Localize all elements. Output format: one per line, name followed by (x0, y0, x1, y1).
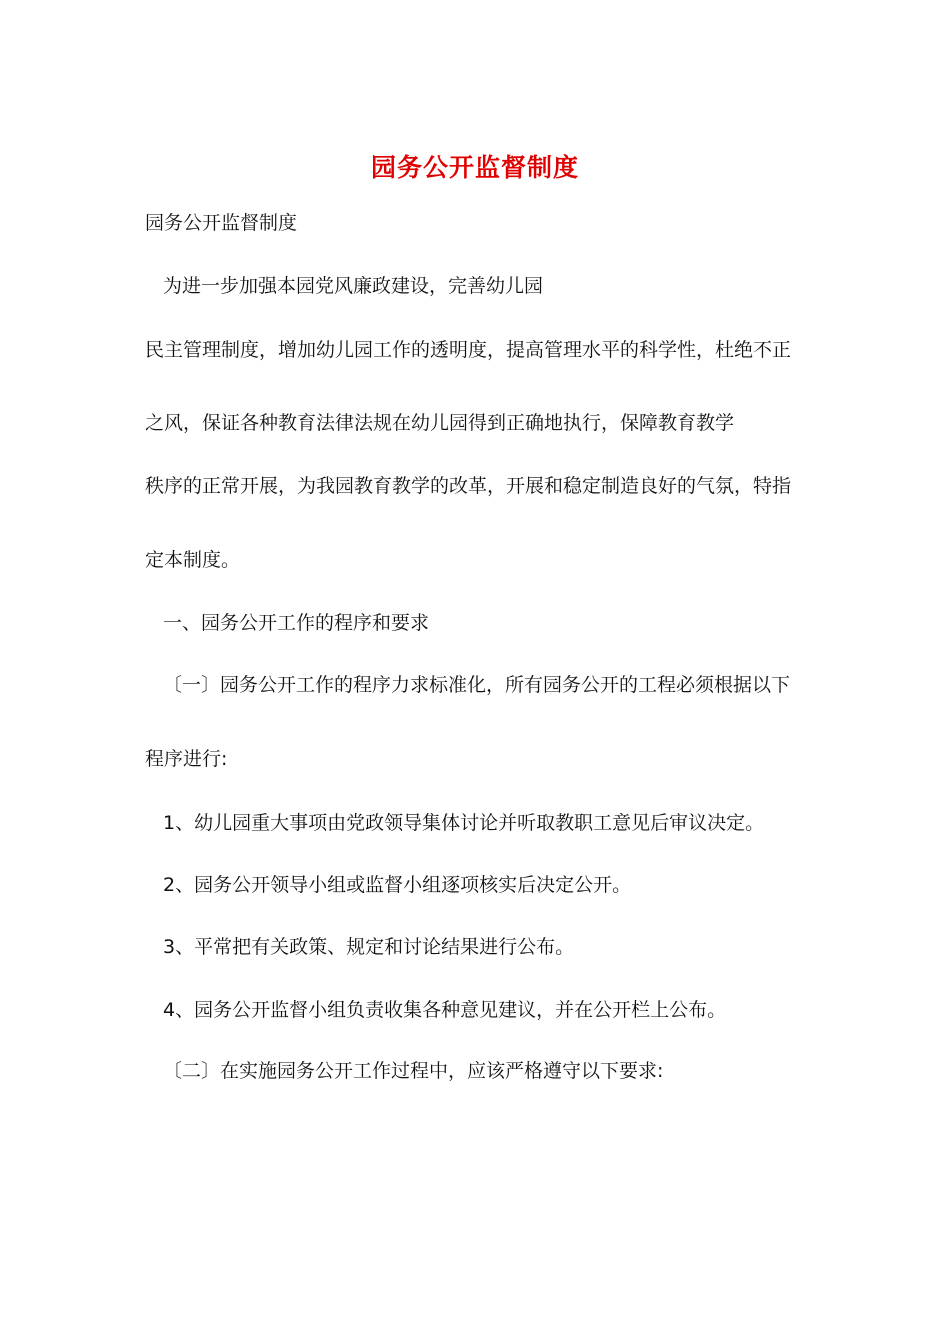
section-heading: 一、园务公开工作的程序和要求 (163, 612, 430, 634)
list-item: 3、平常把有关政策、规定和讨论结果进行公布。 (163, 936, 575, 958)
paragraph-line: 之风，保证各种教育法律法规在幼儿园得到正确地执行，保障教育教学 (145, 412, 735, 434)
paragraph-line: 定本制度。 (145, 549, 241, 571)
subtitle-line: 园务公开监督制度 (145, 212, 298, 234)
subsection-line: 〔二〕在实施园务公开工作过程中，应该严格遵守以下要求: (163, 1060, 664, 1082)
list-item: 4、园务公开监督小组负责收集各种意见建议，并在公开栏上公布。 (163, 999, 727, 1021)
paragraph-line: 民主管理制度，增加幼儿园工作的透明度，提高管理水平的科学性，杜绝不正 (145, 339, 792, 361)
paragraph-line: 程序进行: (145, 748, 228, 770)
subsection-line: 〔一〕园务公开工作的程序力求标准化，所有园务公开的工程必须根据以下 (163, 674, 791, 696)
paragraph-line: 秩序的正常开展，为我园教育教学的改革，开展和稳定制造良好的气氛，特指 (145, 475, 792, 497)
list-item: 1、幼儿园重大事项由党政领导集体讨论并听取教职工意见后审议决定。 (163, 812, 765, 834)
paragraph-line: 为进一步加强本园党风廉政建设，完善幼儿园 (163, 275, 544, 297)
list-item: 2、园务公开领导小组或监督小组逐项核实后决定公开。 (163, 874, 632, 896)
document-title: 园务公开监督制度 (370, 153, 579, 182)
